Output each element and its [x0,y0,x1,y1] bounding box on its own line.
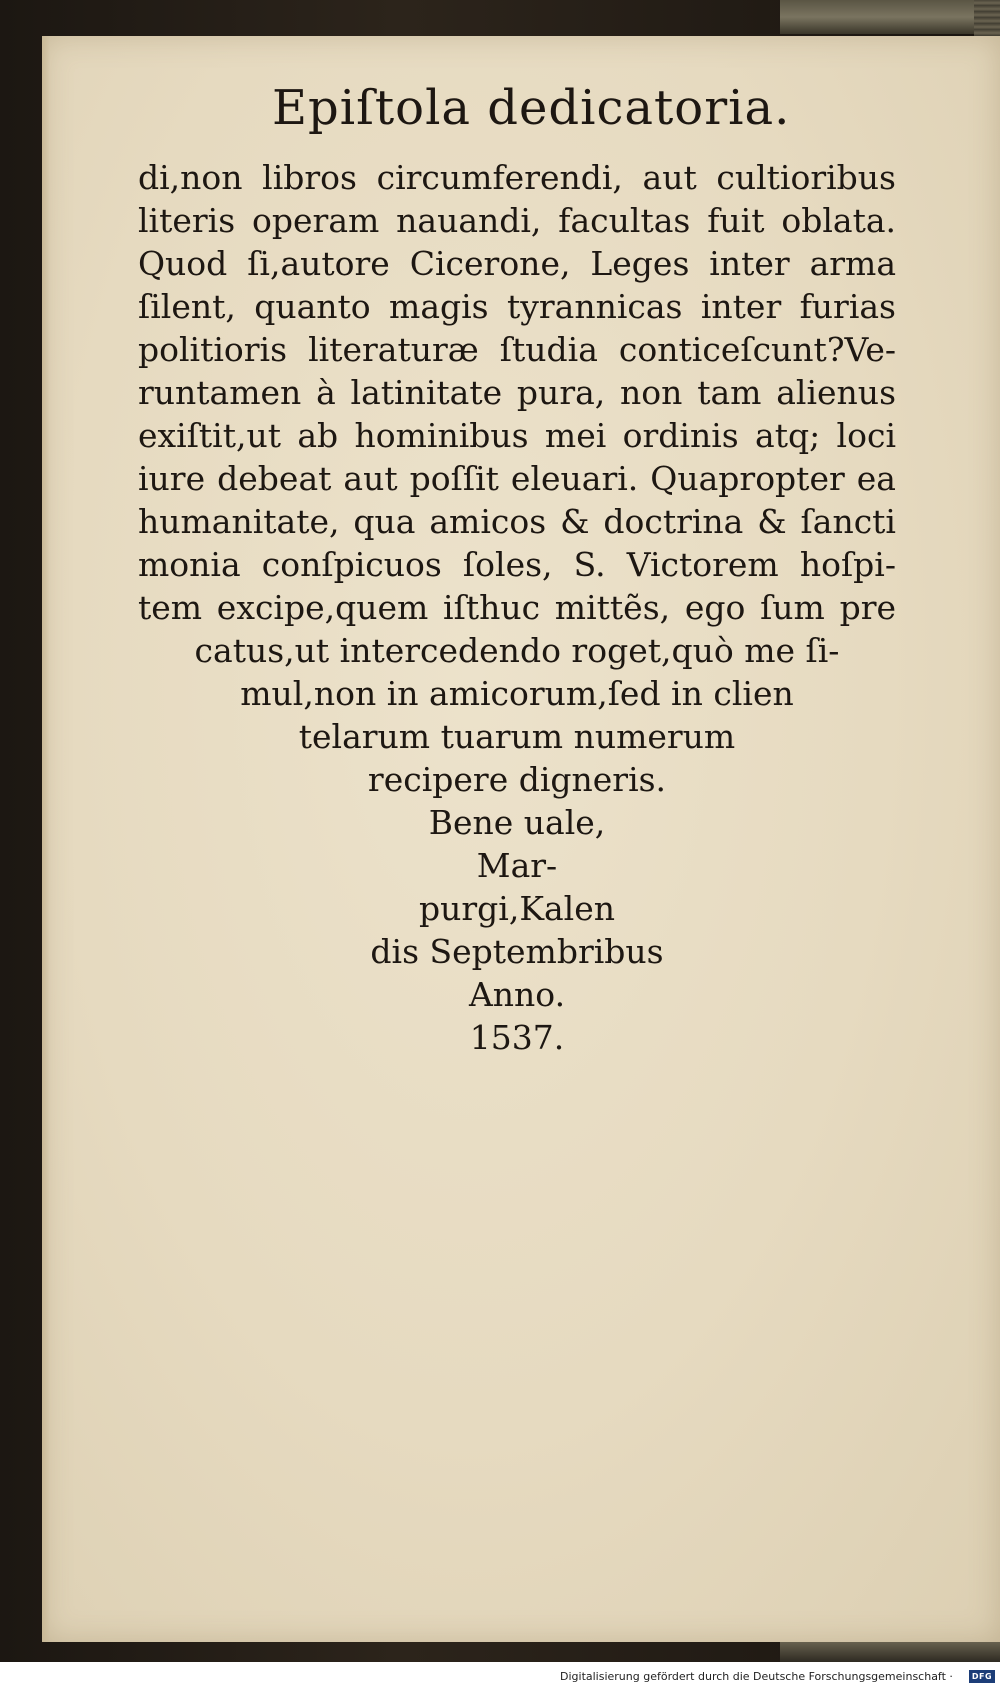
place-line: Mar- [476,846,558,885]
closing-line: telarum tuarum numerum [298,717,736,756]
date-line: dis Septembribus [370,932,664,971]
text-line: tem excipe,quem iſthuc mittẽs, ego ſum pre [138,588,896,627]
digitization-credit: Digitalisierung gefördert durch die Deutsche Forschungsgemeinschaft · [560,1670,953,1683]
text-line: runtamen à latinitate pura, non tam alienus [138,373,896,412]
text-line: monia conſpicuos ſoles, S. Victorem hoſpi- [138,545,896,584]
text-line: di,non libros circumferendi, aut cultioribus [138,158,896,197]
text-line: ſilent, quanto magis tyrannicas inter furias [138,287,896,326]
running-heading: Epiſtola dedicatoria. [272,80,791,136]
closing-line: catus,ut intercedendo roget,quò me ſi- [194,631,840,670]
closing-line: recipere digneris. [367,760,667,799]
year-line: 1537. [469,1018,565,1057]
text-line: literis operam nauandi, facultas fuit oblata. [138,201,896,240]
text-line: exiſtit,ut ab hominibus mei ordinis atq; loci [138,416,896,455]
text-line: humanitate, qua amicos & doctrina & ſancti [138,502,896,541]
text-line: iure debeat aut poſſit eleuari. Quapropter ea [138,459,896,498]
valediction: Bene uale, [428,803,606,842]
closing-line: mul,non in amicorum,ſed in clien [240,674,794,713]
text-line: politioris literaturæ ſtudia conticeſcunt?Ve- [138,330,896,369]
date-line: Anno. [468,975,566,1014]
place-line: purgi,Kalen [419,889,615,928]
text-line: Quod ſi,autore Cicerone, Leges inter arma [138,244,896,283]
dfg-logo: DFG [969,1670,995,1683]
